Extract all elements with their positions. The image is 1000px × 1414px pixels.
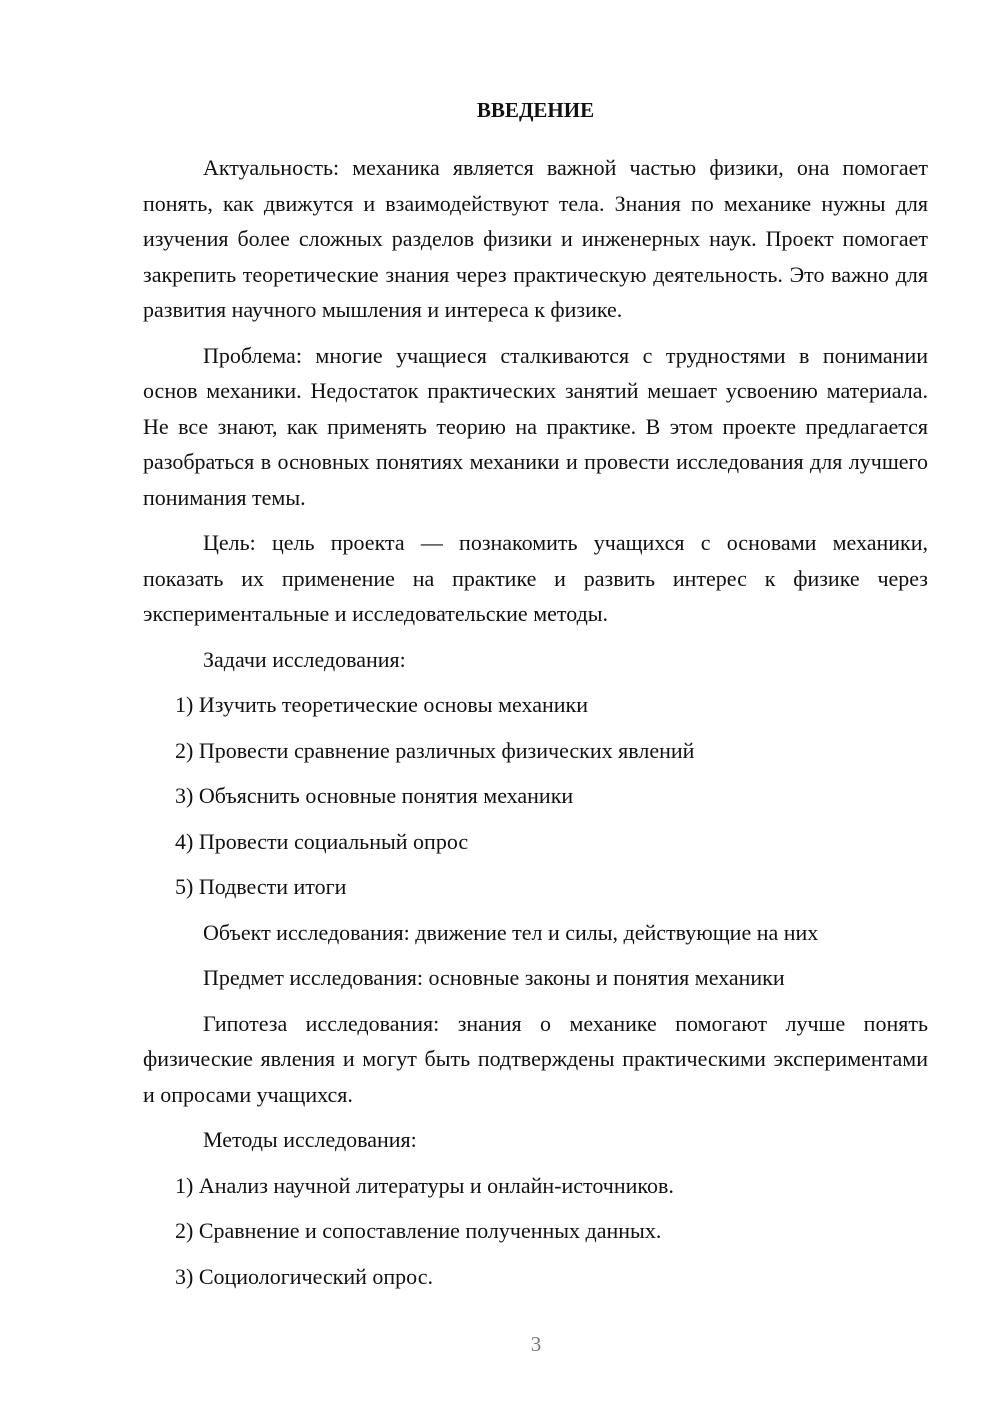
methods-heading: Методы исследования: — [203, 1127, 417, 1152]
tasks-heading: Задачи исследования: — [203, 646, 406, 672]
problem-paragraph: Проблема: многие учащиеся сталкиваются с трудностями в понимании основ механики. Недостаток практических занятий мешает усвоению материала. Не все знают, как применять теорию на практике. В этом проекте предлагается разобраться в основных понятиях механики и провести исследования для лучшего понимания темы. — [143, 342, 928, 510]
relevance-paragraph: Актуальность: механика является важной частью физики, она помогает понять, как движутся и взаимодействуют тела. Знания по механике нужны для изучения более сложных разделов физики и инженерных наук. Проект помогает закрепить теоретические знания через практическую деятельность. Это важно для развития научного мышления и интереса к физике. — [143, 155, 928, 322]
method-item: 3) Социологический опрос. — [175, 1263, 433, 1289]
task-item: 5) Подвести итоги — [175, 874, 347, 899]
task-item: 1) Изучить теоретические основы механики — [175, 692, 588, 717]
goal-paragraph: Цель: цель проекта — познакомить учащихся с основами механики, показать их применение на практике и развить интерес к физике через экспериментальные и исследовательские методы. — [143, 530, 928, 626]
page-number: 3 — [530, 1332, 542, 1356]
task-item: 3) Объяснить основные понятия механики — [175, 783, 574, 808]
page-content — [143, 90, 928, 1304]
task-item: 2) Провести сравнение различных физических явлений — [175, 737, 695, 763]
method-item: 2) Сравнение и сопоставление полученных данных. — [175, 1218, 662, 1243]
section-title: ВВЕДЕНИЕ — [476, 98, 595, 122]
object-paragraph: Объект исследования: движение тел и силы, действующие на них — [203, 919, 819, 945]
task-item: 4) Провести социальный опрос — [175, 828, 469, 854]
subject-paragraph: Предмет исследования: основные законы и понятия механики — [203, 965, 785, 990]
method-item: 1) Анализ научной литературы и онлайн-источников. — [175, 1172, 674, 1198]
hypothesis-paragraph: Гипотеза исследования: знания о механике помогают лучше понять физические явления и могут быть подтверждены практическими экспериментами и опросами учащихся. — [143, 1010, 928, 1107]
